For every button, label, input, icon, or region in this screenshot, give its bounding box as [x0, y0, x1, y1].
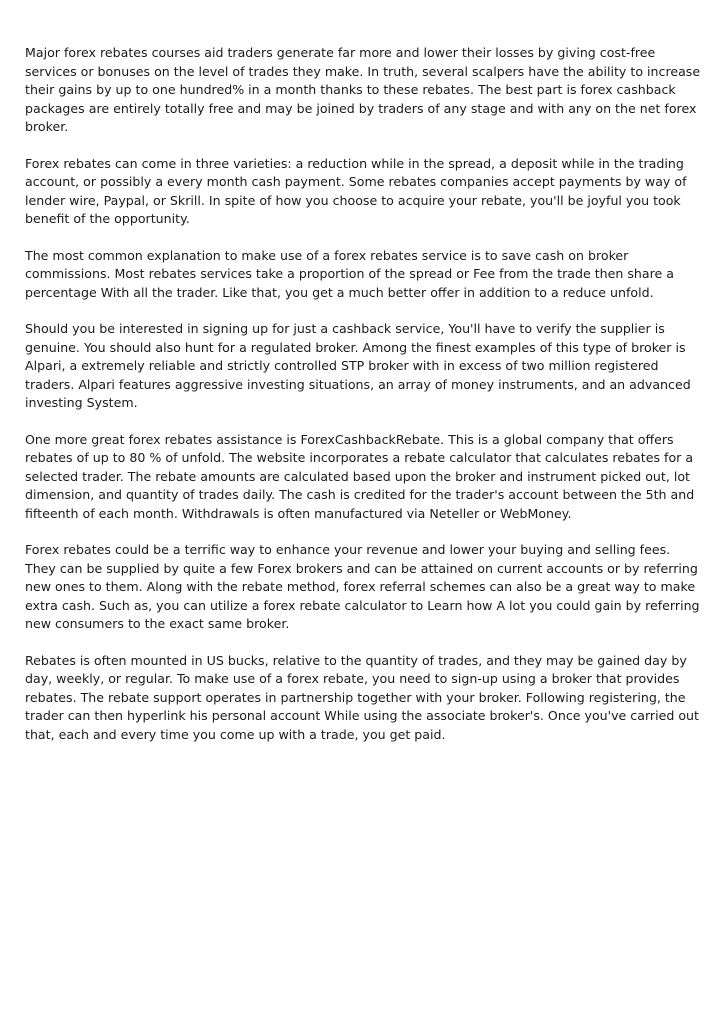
paragraph-6: Forex rebates could be a terrific way to enhance your revenue and lower your buying and selling fees. They can be supplied by quite a few Forex brokers and can be attained on current accounts or by referring new ones to them. Along with the rebate method, forex referral schemes can also be a great way to make extra cash. Such as, you can utilize a forex rebate calculator to Learn how A lot you could gain by referring new consumers to the exact same broker.	[25, 542, 700, 631]
paragraph-5: One more great forex rebates assistance is ForexCashbackRebate. This is a global company that offers rebates of up to 80 % of unfold. The website incorporates a rebate calculator that calculates rebates for a selected trader. The rebate amounts are calculated based upon the broker and instrument picked out, lot dimension, and quantity of trades daily. The cash is credited for the trader's account between the 5th and fifteenth of each month. Withdrawals is often manufactured via Neteller or WebMoney.	[25, 431, 695, 521]
paragraph-7: Rebates is often mounted in US bucks, relative to the quantity of trades, and they may be gained day by day, weekly, or regular. To make use of a forex rebate, you need to sign-up using a broker that provides rebates. The rebate support operates in partnership together with your broker. Following registering, the trader can then hyperlink his personal account While using the associate broker's. Once you've carried out that, each and every time you come up with a trade, you get paid.	[25, 652, 699, 742]
paragraph-1: Major forex rebates courses aid traders generate far more and lower their losses by giving cost-free services or bonuses on the level of trades they make. In truth, several scalpers have the ability to increase their gains by up to one hundred% in a month thanks to these rebates. The best part is forex cashback packages are entirely totally free and may be joined by traders of any stage and with any on the net forex broker.	[25, 45, 701, 134]
paragraph-3: The most common explanation to make use of a forex rebates service is to save cash on broker commissions. Most rebates services take a proportion of the spread or Fee from the trade then share a percentage With all the trader. Like that, you get a much better offer in addition to a reduce unfold.	[25, 247, 674, 300]
paragraph-4: Should you be interested in signing up for just a cashback service, You'll have to verify the supplier is genuine. You should also hunt for a regulated broker. Among the finest examples of this type of broker is Alpari, a extremely reliable and strictly controlled STP broker with in excess of two million registered traders. Alpari features aggressive investing situations, an array of money instruments, and an advanced investing System.	[25, 321, 691, 410]
document-body	[25, 44, 701, 762]
paragraph-2: Forex rebates can come in three varieties: a reduction while in the spread, a deposit while in the trading account, or possibly a every month cash payment. Some rebates companies accept payments by way of lender wire, Paypal, or Skrill. In spite of how you choose to acquire your rebate, you'll be joyful you took benefit of the opportunity.	[25, 155, 687, 226]
